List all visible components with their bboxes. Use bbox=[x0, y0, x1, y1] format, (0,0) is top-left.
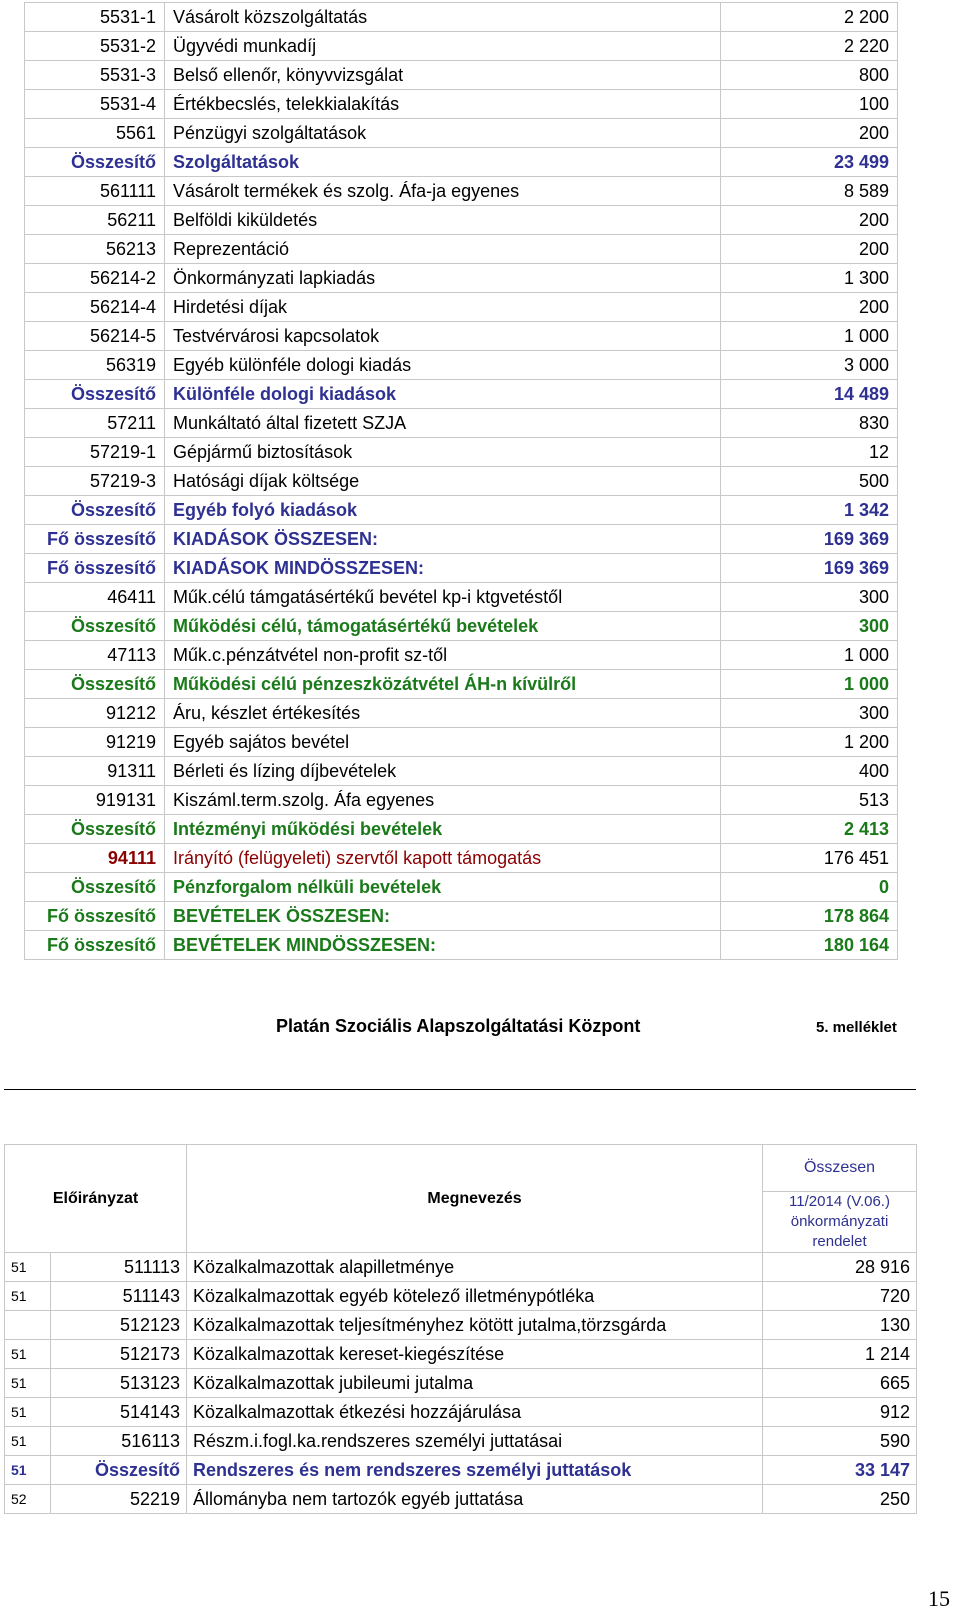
row-amount: 912 bbox=[763, 1398, 917, 1427]
table-row bbox=[25, 873, 898, 902]
table-row bbox=[25, 264, 898, 293]
row-amount: 0 bbox=[721, 873, 898, 902]
row-name: Egyéb sajátos bevétel bbox=[165, 728, 721, 757]
row-name: Közalkalmazottak egyéb kötelező illetménypótléka bbox=[187, 1282, 763, 1311]
table-row bbox=[5, 1282, 917, 1311]
row-code: Összesítő bbox=[51, 1456, 187, 1485]
table-row bbox=[5, 1253, 917, 1282]
table-row bbox=[5, 1427, 917, 1456]
row-amount: 100 bbox=[721, 90, 898, 119]
row-amount: 200 bbox=[721, 206, 898, 235]
row-code: 5561 bbox=[25, 119, 165, 148]
row-amount: 180 164 bbox=[721, 931, 898, 960]
row-name: Irányító (felügyeleti) szervtől kapott támogatás bbox=[165, 844, 721, 873]
row-code: 91219 bbox=[25, 728, 165, 757]
row-amount: 1 000 bbox=[721, 641, 898, 670]
header-osszesen: Összesen bbox=[763, 1145, 917, 1192]
table-row bbox=[25, 409, 898, 438]
row-code: 561111 bbox=[25, 177, 165, 206]
row-amount: 1 000 bbox=[721, 322, 898, 351]
table-row bbox=[5, 1311, 917, 1340]
row-code: 513123 bbox=[51, 1369, 187, 1398]
row-name: Közalkalmazottak kereset-kiegészítése bbox=[187, 1340, 763, 1369]
row-name: Intézményi működési bevételek bbox=[165, 815, 721, 844]
table-row bbox=[25, 32, 898, 61]
row-name: Pénzforgalom nélküli bevételek bbox=[165, 873, 721, 902]
table-row bbox=[5, 1456, 917, 1485]
row-code: 57211 bbox=[25, 409, 165, 438]
row-name: Ügyvédi munkadíj bbox=[165, 32, 721, 61]
row-name: Közalkalmazottak teljesítményhez kötött jutalma,törzsgárda bbox=[187, 1311, 763, 1340]
row-name: Műk.célú támgatásértékű bevétel kp-i ktgvetéstől bbox=[165, 583, 721, 612]
row-prefix: 51 bbox=[5, 1456, 51, 1485]
row-code: 56211 bbox=[25, 206, 165, 235]
row-name: Állományba nem tartozók egyéb juttatása bbox=[187, 1485, 763, 1514]
row-amount: 23 499 bbox=[721, 148, 898, 177]
row-name: Belföldi kiküldetés bbox=[165, 206, 721, 235]
row-name: Vásárolt termékek és szolg. Áfa-ja egyenes bbox=[165, 177, 721, 206]
table-row bbox=[25, 786, 898, 815]
row-code: 91311 bbox=[25, 757, 165, 786]
row-name: Közalkalmazottak jubileumi jutalma bbox=[187, 1369, 763, 1398]
row-prefix: 52 bbox=[5, 1485, 51, 1514]
row-name: Értékbecslés, telekkialakítás bbox=[165, 90, 721, 119]
row-code: Fő összesítő bbox=[25, 525, 165, 554]
row-prefix bbox=[5, 1311, 51, 1340]
row-name: Vásárolt közszolgáltatás bbox=[165, 3, 721, 32]
row-amount: 1 200 bbox=[721, 728, 898, 757]
row-code: 5531-4 bbox=[25, 90, 165, 119]
row-code: 511143 bbox=[51, 1282, 187, 1311]
row-amount: 2 220 bbox=[721, 32, 898, 61]
row-name: Műk.c.pénzátvétel non-profit sz-től bbox=[165, 641, 721, 670]
row-amount: 200 bbox=[721, 119, 898, 148]
annex-label: 5. melléklet bbox=[816, 1019, 897, 1036]
row-name: Működési célú, támogatásértékű bevételek bbox=[165, 612, 721, 641]
table-row bbox=[25, 902, 898, 931]
row-code: 56214-5 bbox=[25, 322, 165, 351]
divider bbox=[4, 1089, 916, 1090]
table-row bbox=[25, 496, 898, 525]
row-amount: 250 bbox=[763, 1485, 917, 1514]
row-name: Különféle dologi kiadások bbox=[165, 380, 721, 409]
row-name: Működési célú pénzeszközátvétel ÁH-n kívülről bbox=[165, 670, 721, 699]
table-row bbox=[5, 1398, 917, 1427]
row-amount: 1 000 bbox=[721, 670, 898, 699]
table-row bbox=[25, 699, 898, 728]
row-amount: 8 589 bbox=[721, 177, 898, 206]
table-row bbox=[25, 351, 898, 380]
row-amount: 12 bbox=[721, 438, 898, 467]
table-row bbox=[25, 322, 898, 351]
table-row bbox=[25, 61, 898, 90]
row-name: Önkormányzati lapkiadás bbox=[165, 264, 721, 293]
row-code: 511113 bbox=[51, 1253, 187, 1282]
row-name: Testvérvárosi kapcsolatok bbox=[165, 322, 721, 351]
table-row bbox=[25, 235, 898, 264]
row-code: 94111 bbox=[25, 844, 165, 873]
row-name: Szolgáltatások bbox=[165, 148, 721, 177]
row-code: 514143 bbox=[51, 1398, 187, 1427]
row-amount: 14 489 bbox=[721, 380, 898, 409]
row-code: Összesítő bbox=[25, 380, 165, 409]
row-name: Reprezentáció bbox=[165, 235, 721, 264]
row-prefix: 51 bbox=[5, 1398, 51, 1427]
header-eloiranyzat: Előirányzat bbox=[5, 1145, 187, 1253]
row-code: Fő összesítő bbox=[25, 554, 165, 583]
row-name: KIADÁSOK MINDÖSSZESEN: bbox=[165, 554, 721, 583]
row-code: 52219 bbox=[51, 1485, 187, 1514]
row-amount: 513 bbox=[721, 786, 898, 815]
table-row bbox=[25, 554, 898, 583]
table-row bbox=[25, 583, 898, 612]
table-row bbox=[25, 380, 898, 409]
row-name: Kiszáml.term.szolg. Áfa egyenes bbox=[165, 786, 721, 815]
row-code: 5531-1 bbox=[25, 3, 165, 32]
row-amount: 3 000 bbox=[721, 351, 898, 380]
row-amount: 830 bbox=[721, 409, 898, 438]
row-code: 5531-3 bbox=[25, 61, 165, 90]
row-code: 56213 bbox=[25, 235, 165, 264]
row-name: Közalkalmazottak étkezési hozzájárulása bbox=[187, 1398, 763, 1427]
row-code: 57219-1 bbox=[25, 438, 165, 467]
row-code: 91212 bbox=[25, 699, 165, 728]
table-row bbox=[25, 293, 898, 322]
row-amount: 200 bbox=[721, 293, 898, 322]
row-code: 57219-3 bbox=[25, 467, 165, 496]
row-prefix: 51 bbox=[5, 1282, 51, 1311]
table-row bbox=[25, 525, 898, 554]
table-row bbox=[25, 177, 898, 206]
row-code: Összesítő bbox=[25, 612, 165, 641]
table-row bbox=[25, 728, 898, 757]
personnel-expenses-table bbox=[4, 1144, 917, 1514]
row-name: Bérleti és lízing díjbevételek bbox=[165, 757, 721, 786]
expense-revenue-table bbox=[24, 2, 898, 960]
row-name: Belső ellenőr, könyvvizsgálat bbox=[165, 61, 721, 90]
table-row bbox=[25, 757, 898, 786]
row-name: KIADÁSOK ÖSSZESEN: bbox=[165, 525, 721, 554]
table-row bbox=[25, 815, 898, 844]
row-code: Összesítő bbox=[25, 670, 165, 699]
table-row bbox=[25, 3, 898, 32]
row-code: 512123 bbox=[51, 1311, 187, 1340]
row-amount: 1 214 bbox=[763, 1340, 917, 1369]
table-row bbox=[25, 438, 898, 467]
row-code: 47113 bbox=[25, 641, 165, 670]
row-code: 919131 bbox=[25, 786, 165, 815]
row-name: Egyéb folyó kiadások bbox=[165, 496, 721, 525]
header-megnevezes: Megnevezés bbox=[187, 1145, 763, 1253]
row-code: Fő összesítő bbox=[25, 902, 165, 931]
row-name: Munkáltató által fizetett SZJA bbox=[165, 409, 721, 438]
row-prefix: 51 bbox=[5, 1340, 51, 1369]
row-amount: 130 bbox=[763, 1311, 917, 1340]
row-name: BEVÉTELEK MINDÖSSZESEN: bbox=[165, 931, 721, 960]
row-amount: 176 451 bbox=[721, 844, 898, 873]
header-rendelet: 11/2014 (V.06.) önkormányzati rendelet bbox=[763, 1192, 917, 1253]
row-amount: 665 bbox=[763, 1369, 917, 1398]
row-code: Fő összesítő bbox=[25, 931, 165, 960]
row-name: Pénzügyi szolgáltatások bbox=[165, 119, 721, 148]
row-prefix: 51 bbox=[5, 1369, 51, 1398]
row-amount: 1 300 bbox=[721, 264, 898, 293]
row-amount: 169 369 bbox=[721, 525, 898, 554]
row-name: Hatósági díjak költsége bbox=[165, 467, 721, 496]
row-code: Összesítő bbox=[25, 873, 165, 902]
row-amount: 300 bbox=[721, 699, 898, 728]
table-row bbox=[5, 1485, 917, 1514]
row-amount: 2 200 bbox=[721, 3, 898, 32]
row-amount: 178 864 bbox=[721, 902, 898, 931]
row-amount: 400 bbox=[721, 757, 898, 786]
row-name: Részm.i.fogl.ka.rendszeres személyi juttatásai bbox=[187, 1427, 763, 1456]
table-row bbox=[5, 1369, 917, 1398]
row-amount: 28 916 bbox=[763, 1253, 917, 1282]
row-amount: 720 bbox=[763, 1282, 917, 1311]
row-prefix: 51 bbox=[5, 1427, 51, 1456]
row-amount: 590 bbox=[763, 1427, 917, 1456]
table-row bbox=[25, 670, 898, 699]
row-name: Közalkalmazottak alapilletménye bbox=[187, 1253, 763, 1282]
row-name: Rendszeres és nem rendszeres személyi juttatások bbox=[187, 1456, 763, 1485]
row-name: Egyéb különféle dologi kiadás bbox=[165, 351, 721, 380]
row-name: Gépjármű biztosítások bbox=[165, 438, 721, 467]
row-code: 46411 bbox=[25, 583, 165, 612]
table-header-row-top bbox=[5, 1145, 917, 1192]
table-row bbox=[5, 1340, 917, 1369]
page-number: 15 bbox=[928, 1586, 950, 1611]
row-code: Összesítő bbox=[25, 148, 165, 177]
row-amount: 33 147 bbox=[763, 1456, 917, 1485]
table-row bbox=[25, 612, 898, 641]
row-amount: 500 bbox=[721, 467, 898, 496]
row-amount: 300 bbox=[721, 583, 898, 612]
table-row bbox=[25, 467, 898, 496]
row-amount: 2 413 bbox=[721, 815, 898, 844]
row-amount: 800 bbox=[721, 61, 898, 90]
row-name: Áru, készlet értékesítés bbox=[165, 699, 721, 728]
row-amount: 169 369 bbox=[721, 554, 898, 583]
row-amount: 1 342 bbox=[721, 496, 898, 525]
row-code: 56214-4 bbox=[25, 293, 165, 322]
row-prefix: 51 bbox=[5, 1253, 51, 1282]
row-name: Hirdetési díjak bbox=[165, 293, 721, 322]
table-row bbox=[25, 931, 898, 960]
row-amount: 300 bbox=[721, 612, 898, 641]
row-code: 56214-2 bbox=[25, 264, 165, 293]
row-name: BEVÉTELEK ÖSSZESEN: bbox=[165, 902, 721, 931]
table-row bbox=[25, 119, 898, 148]
page-title: Platán Szociális Alapszolgáltatási Központ bbox=[276, 1016, 641, 1036]
row-code: 516113 bbox=[51, 1427, 187, 1456]
table-row bbox=[25, 641, 898, 670]
row-amount: 200 bbox=[721, 235, 898, 264]
table-row bbox=[25, 206, 898, 235]
row-code: Összesítő bbox=[25, 815, 165, 844]
table-row bbox=[25, 90, 898, 119]
row-code: Összesítő bbox=[25, 496, 165, 525]
table-row bbox=[25, 844, 898, 873]
row-code: 5531-2 bbox=[25, 32, 165, 61]
row-code: 56319 bbox=[25, 351, 165, 380]
row-code: 512173 bbox=[51, 1340, 187, 1369]
table-row bbox=[25, 148, 898, 177]
